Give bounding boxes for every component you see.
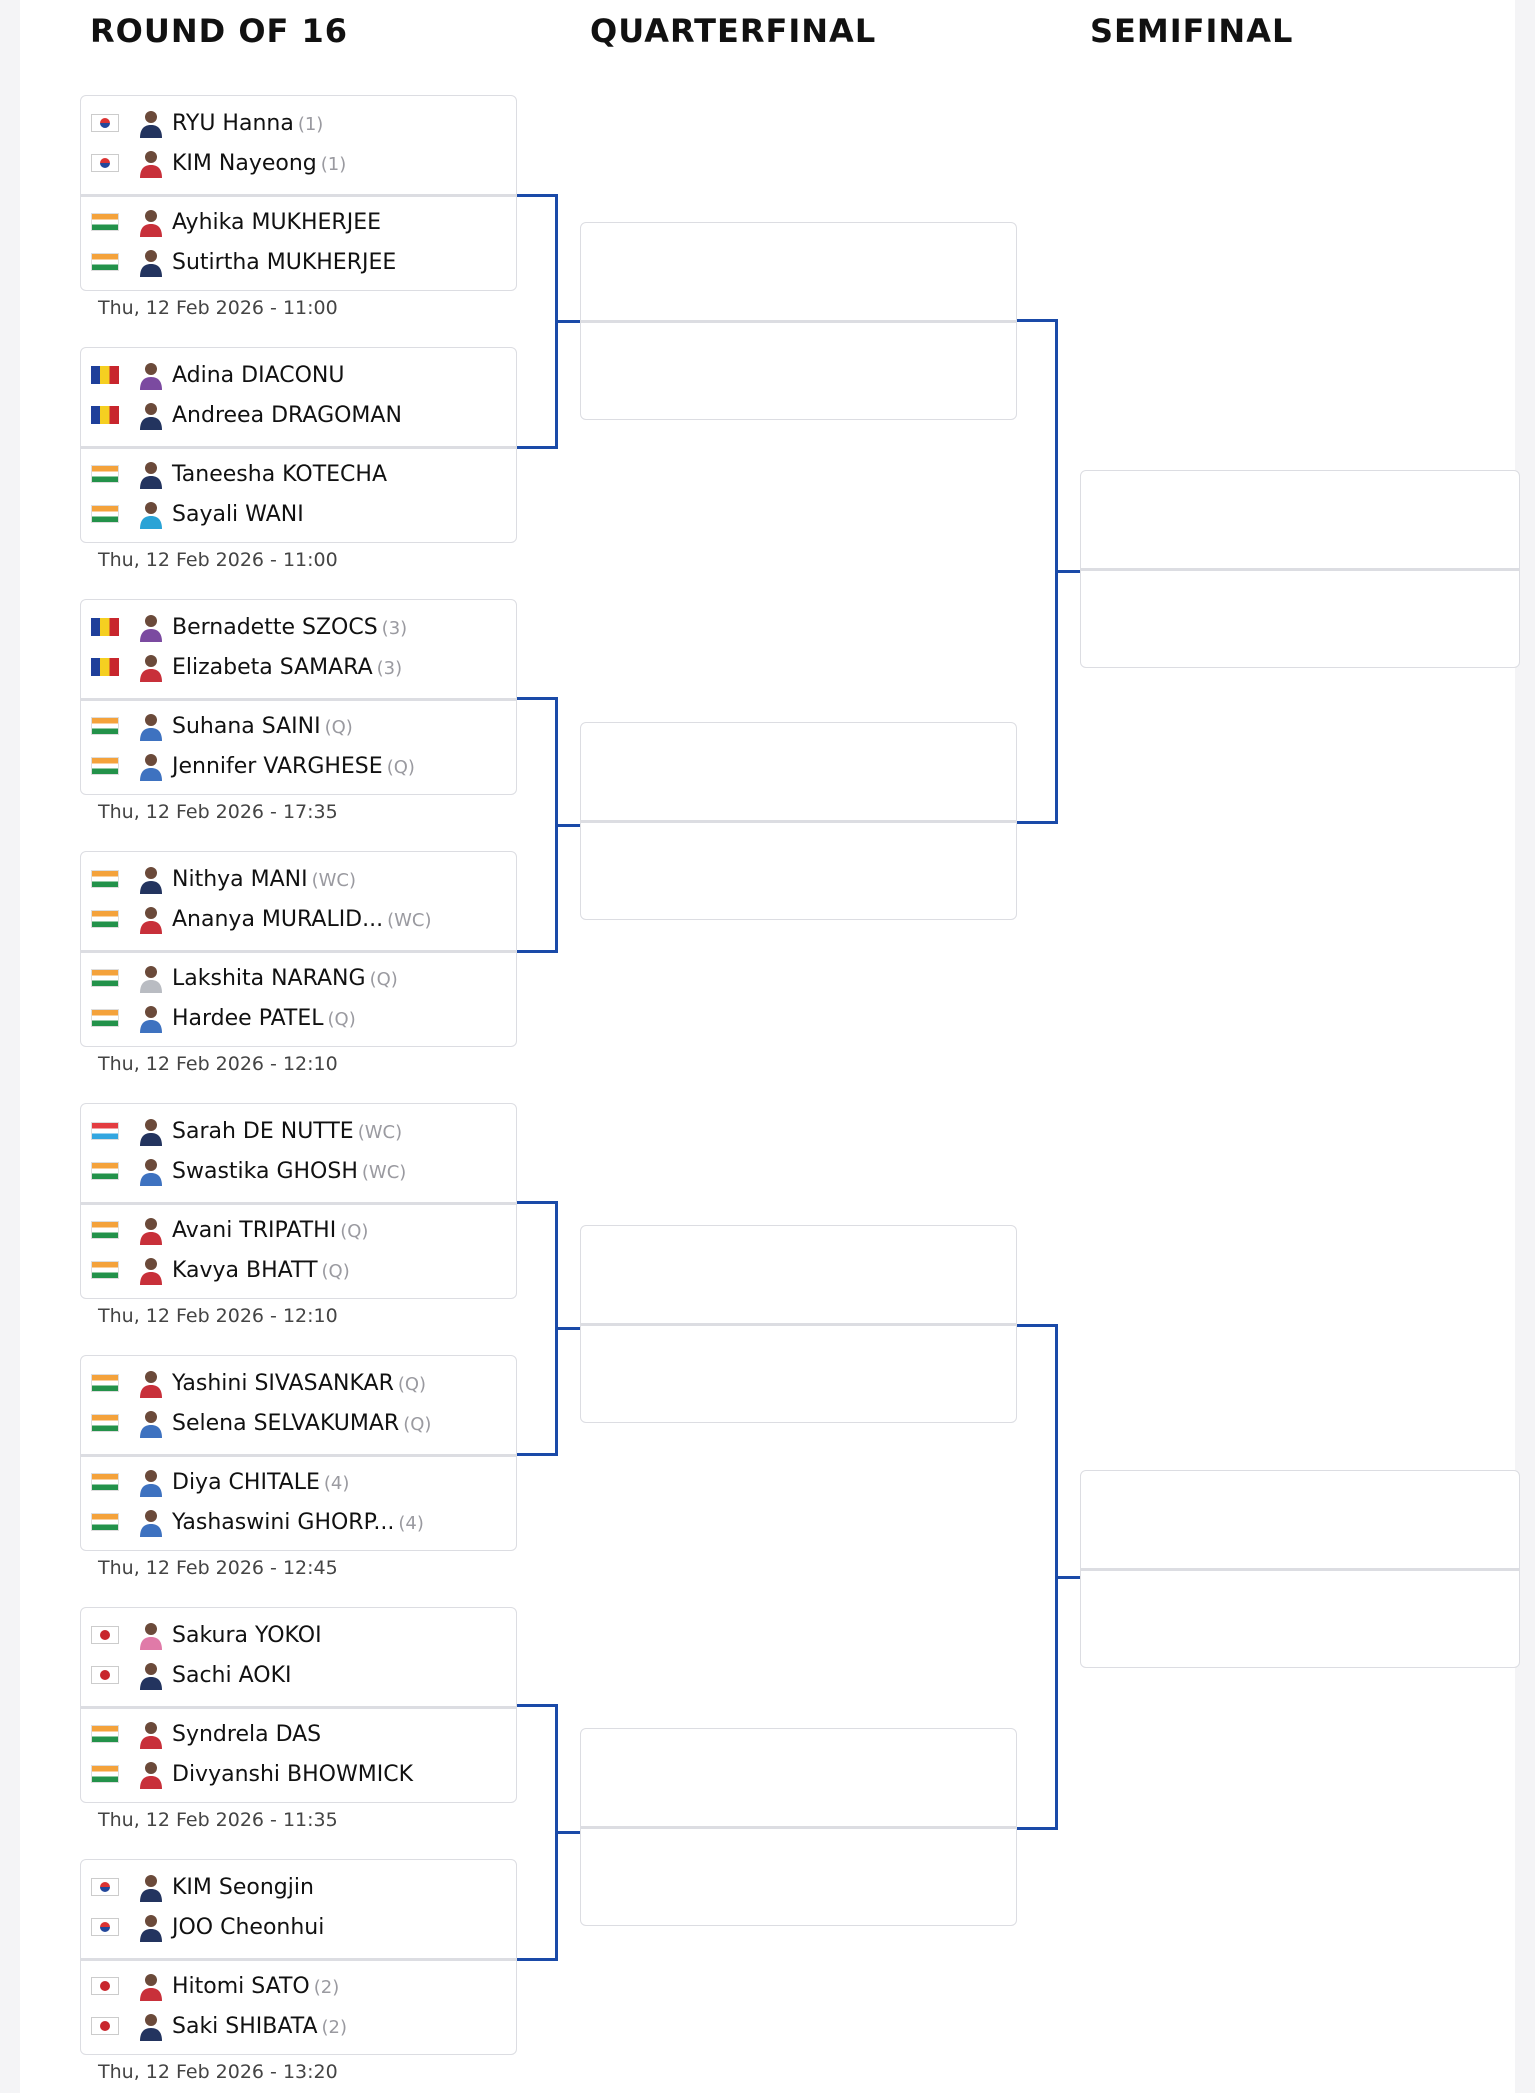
round-title-quarterfinal: QUARTERFINAL: [590, 12, 877, 50]
player-avatar-icon: [136, 1507, 166, 1537]
player-avatar-icon: [136, 1660, 166, 1690]
player-name-wrap: [172, 1915, 328, 1940]
player-name[interactable]: Suhana SAINI: [172, 713, 321, 739]
country-flag-icon: [91, 406, 119, 424]
player-name[interactable]: Taneesha KOTECHA: [172, 461, 388, 487]
player-name-wrap: [172, 1258, 350, 1283]
player-name-wrap: [172, 1623, 326, 1648]
player-name-wrap: [172, 1722, 325, 1747]
slot-divider: [581, 320, 1016, 323]
country-flag-icon: [91, 465, 119, 483]
semifinal-match-slot[interactable]: [1080, 470, 1520, 668]
player-name[interactable]: Hitomi SATO: [172, 1973, 310, 1999]
country-flag-icon: [91, 1374, 119, 1392]
doubles-pair[interactable]: [81, 446, 516, 546]
doubles-pair[interactable]: [81, 1706, 516, 1806]
player-name[interactable]: JOO Cheonhui: [172, 1914, 325, 1940]
player-avatar-icon: [136, 1215, 166, 1245]
player-name[interactable]: Sayali WANI: [172, 501, 304, 527]
player-seed: (WC): [311, 869, 357, 891]
player-name[interactable]: Sarah DE NUTTE: [172, 1118, 354, 1144]
player-name[interactable]: Saki SHIBATA: [172, 2013, 318, 2039]
player-name-wrap: [172, 1974, 339, 1999]
bracket-connector: [517, 697, 557, 700]
match-card[interactable]: [80, 1103, 517, 1299]
player-seed: (Q): [386, 756, 415, 778]
player-avatar-icon: [136, 1255, 166, 1285]
player-seed: (Q): [327, 1008, 356, 1030]
match-card[interactable]: [80, 851, 517, 1047]
quarterfinal-match-slot[interactable]: [580, 222, 1017, 420]
player-name-wrap: [172, 363, 349, 388]
player-name-wrap: [172, 867, 356, 892]
player-name[interactable]: Lakshita NARANG: [172, 965, 366, 991]
country-flag-icon: [91, 757, 119, 775]
player-name[interactable]: Sachi AOKI: [172, 1662, 292, 1688]
country-flag-icon: [91, 618, 119, 636]
player-name-wrap: [172, 403, 406, 428]
country-flag-icon: [91, 1261, 119, 1279]
bracket-connector: [1055, 1576, 1080, 1579]
bracket-connector: [1017, 1324, 1057, 1327]
player-avatar-icon: [136, 207, 166, 237]
player-avatar-icon: [136, 360, 166, 390]
player-name[interactable]: Kavya BHATT: [172, 1257, 318, 1283]
player-name-wrap: [172, 462, 391, 487]
player-avatar-icon: [136, 1003, 166, 1033]
player-name-wrap: [172, 1663, 296, 1688]
player-name-wrap: [172, 151, 346, 176]
country-flag-icon: [91, 505, 119, 523]
country-flag-icon: [91, 717, 119, 735]
country-flag-icon: [91, 910, 119, 928]
country-flag-icon: [91, 1878, 119, 1896]
player-name-wrap: [172, 1218, 368, 1243]
player-seed: (3): [381, 617, 408, 639]
player-avatar-icon: [136, 499, 166, 529]
bracket-connector: [517, 446, 557, 449]
player-seed: (Q): [340, 1220, 369, 1242]
bracket-connector: [517, 1704, 557, 1707]
player-avatar-icon: [136, 400, 166, 430]
doubles-pair[interactable]: [81, 96, 516, 193]
doubles-pair[interactable]: [81, 1202, 516, 1302]
player-avatar-icon: [136, 1620, 166, 1650]
country-flag-icon: [91, 1221, 119, 1239]
doubles-pair[interactable]: [81, 1104, 516, 1201]
bracket-connector: [1017, 1827, 1057, 1830]
player-name[interactable]: Diya CHITALE: [172, 1469, 320, 1495]
round-title-semifinal: SEMIFINAL: [1090, 12, 1294, 50]
match-time: Thu, 12 Feb 2026 - 12:10: [98, 1305, 338, 1327]
doubles-pair[interactable]: [81, 852, 516, 949]
country-flag-icon: [91, 1122, 119, 1140]
player-avatar-icon: [136, 247, 166, 277]
quarterfinal-match-slot[interactable]: [580, 722, 1017, 920]
match-card[interactable]: [80, 347, 517, 543]
player-name[interactable]: Sakura YOKOI: [172, 1622, 322, 1648]
bracket-connector: [555, 320, 580, 323]
bracket-connector: [517, 950, 557, 953]
country-flag-icon: [91, 870, 119, 888]
bracket-connector: [555, 1831, 580, 1834]
player-name-wrap: [172, 655, 402, 680]
player-name-wrap: [172, 1006, 356, 1031]
slot-divider: [581, 1323, 1016, 1326]
player-avatar-icon: [136, 148, 166, 178]
match-card[interactable]: [80, 1355, 517, 1551]
player-name[interactable]: Bernadette SZOCS: [172, 614, 378, 640]
player-avatar-icon: [136, 1116, 166, 1146]
bracket-connector: [1055, 570, 1080, 573]
player-seed: (Q): [369, 968, 398, 990]
country-flag-icon: [91, 1009, 119, 1027]
player-name-wrap: [172, 1470, 349, 1495]
player-avatar-icon: [136, 1872, 166, 1902]
player-avatar-icon: [136, 1759, 166, 1789]
player-seed: (WC): [387, 909, 432, 931]
player-name-wrap: [172, 714, 353, 739]
player-name-wrap: [172, 210, 385, 235]
player-name[interactable]: Yashini SIVASANKAR: [172, 1370, 394, 1396]
player-name[interactable]: Swastika GHOSH: [172, 1158, 358, 1184]
player-seed: (Q): [397, 1373, 427, 1395]
player-avatar-icon: [136, 1467, 166, 1497]
player-name[interactable]: KIM Seongjin: [172, 1874, 314, 1900]
player-avatar-icon: [136, 751, 166, 781]
bracket-connector: [1017, 821, 1057, 824]
country-flag-icon: [91, 1414, 119, 1432]
country-flag-icon: [91, 1725, 119, 1743]
player-name[interactable]: Ayhika MUKHERJEE: [172, 209, 381, 235]
player-name-wrap: [172, 1411, 431, 1436]
round-title-r16: ROUND OF 16: [90, 12, 349, 50]
player-name[interactable]: Nithya MANI: [172, 866, 308, 892]
match-time: Thu, 12 Feb 2026 - 11:00: [98, 549, 338, 571]
player-seed: (2): [313, 1976, 340, 1998]
player-name-wrap: [172, 1762, 417, 1787]
player-name[interactable]: RYU Hanna: [172, 110, 294, 136]
player-name[interactable]: Hardee PATEL: [172, 1005, 324, 1031]
player-name-wrap: [172, 754, 415, 779]
doubles-pair[interactable]: [81, 1356, 516, 1453]
country-flag-icon: [91, 1918, 119, 1936]
player-name[interactable]: Syndrela DAS: [172, 1721, 322, 1747]
bracket-connector: [555, 824, 580, 827]
player-name[interactable]: Ananya MURALID...: [172, 906, 384, 932]
match-card[interactable]: [80, 95, 517, 291]
country-flag-icon: [91, 213, 119, 231]
match-time: Thu, 12 Feb 2026 - 13:20: [98, 2061, 338, 2083]
doubles-pair[interactable]: [81, 194, 516, 294]
country-flag-icon: [91, 2017, 119, 2035]
match-time: Thu, 12 Feb 2026 - 12:45: [98, 1557, 338, 1579]
player-name[interactable]: Adina DIACONU: [172, 362, 345, 388]
player-name-wrap: [172, 615, 407, 640]
player-avatar-icon: [136, 1971, 166, 2001]
country-flag-icon: [91, 1977, 119, 1995]
bracket-connector: [517, 1201, 557, 1204]
player-avatar-icon: [136, 459, 166, 489]
player-seed: (Q): [324, 716, 353, 738]
country-flag-icon: [91, 658, 119, 676]
doubles-pair[interactable]: [81, 348, 516, 445]
player-avatar-icon: [136, 108, 166, 138]
semifinal-match-slot[interactable]: [1080, 1470, 1520, 1668]
quarterfinal-match-slot[interactable]: [580, 1225, 1017, 1423]
match-time: Thu, 12 Feb 2026 - 11:35: [98, 1809, 338, 1831]
player-name-wrap: [172, 2014, 347, 2039]
player-avatar-icon: [136, 963, 166, 993]
player-seed: (Q): [321, 1260, 350, 1282]
player-avatar-icon: [136, 864, 166, 894]
country-flag-icon: [91, 1162, 119, 1180]
doubles-pair[interactable]: [81, 698, 516, 798]
player-name-wrap: [172, 1875, 318, 1900]
slot-divider: [581, 1826, 1016, 1829]
player-name[interactable]: Elizabeta SAMARA: [172, 654, 373, 680]
player-avatar-icon: [136, 652, 166, 682]
match-time: Thu, 12 Feb 2026 - 11:00: [98, 297, 338, 319]
doubles-pair[interactable]: [81, 600, 516, 697]
player-seed: (1): [297, 113, 324, 135]
player-name-wrap: [172, 250, 400, 275]
player-name-wrap: [172, 1510, 424, 1535]
doubles-pair[interactable]: [81, 1860, 516, 1957]
match-time: Thu, 12 Feb 2026 - 17:35: [98, 801, 338, 823]
bracket-canvas: [20, 0, 1515, 2093]
player-seed: (4): [398, 1512, 424, 1534]
player-avatar-icon: [136, 711, 166, 741]
country-flag-icon: [91, 1513, 119, 1531]
bracket-connector: [1017, 319, 1057, 322]
player-name-wrap: [172, 907, 432, 932]
country-flag-icon: [91, 1666, 119, 1684]
bracket-connector: [517, 194, 557, 197]
player-name[interactable]: Yashaswini GHORP...: [172, 1509, 395, 1535]
bracket-connector: [517, 1958, 557, 1961]
bracket-connector: [555, 1327, 580, 1330]
player-name[interactable]: Selena SELVAKUMAR: [172, 1410, 400, 1436]
player-avatar-icon: [136, 904, 166, 934]
doubles-pair[interactable]: [81, 1608, 516, 1705]
player-avatar-icon: [136, 1719, 166, 1749]
player-name[interactable]: KIM Nayeong: [172, 150, 317, 176]
country-flag-icon: [91, 114, 119, 132]
country-flag-icon: [91, 1765, 119, 1783]
player-name-wrap: [172, 111, 323, 136]
player-avatar-icon: [136, 1408, 166, 1438]
country-flag-icon: [91, 1626, 119, 1644]
bracket-connector: [517, 1453, 557, 1456]
player-name[interactable]: Andreea DRAGOMAN: [172, 402, 402, 428]
player-seed: (1): [320, 153, 347, 175]
country-flag-icon: [91, 366, 119, 384]
quarterfinal-match-slot[interactable]: [580, 1728, 1017, 1926]
match-card[interactable]: [80, 599, 517, 795]
country-flag-icon: [91, 154, 119, 172]
player-avatar-icon: [136, 612, 166, 642]
player-name-wrap: [172, 1159, 406, 1184]
doubles-pair[interactable]: [81, 1958, 516, 2058]
player-avatar-icon: [136, 1368, 166, 1398]
country-flag-icon: [91, 1473, 119, 1491]
match-card[interactable]: [80, 1607, 517, 1803]
player-avatar-icon: [136, 1912, 166, 1942]
player-name[interactable]: Divyanshi BHOWMICK: [172, 1761, 413, 1787]
player-name-wrap: [172, 966, 398, 991]
player-name-wrap: [172, 1371, 426, 1396]
player-name[interactable]: Jennifer VARGHESE: [172, 753, 383, 779]
player-seed: (2): [321, 2016, 348, 2038]
player-seed: (Q): [403, 1413, 432, 1435]
country-flag-icon: [91, 969, 119, 987]
country-flag-icon: [91, 253, 119, 271]
doubles-pair[interactable]: [81, 950, 516, 1050]
player-avatar-icon: [136, 2011, 166, 2041]
match-time: Thu, 12 Feb 2026 - 12:10: [98, 1053, 338, 1075]
player-avatar-icon: [136, 1156, 166, 1186]
player-seed: (4): [323, 1472, 350, 1494]
doubles-pair[interactable]: [81, 1454, 516, 1554]
player-name[interactable]: Avani TRIPATHI: [172, 1217, 337, 1243]
slot-divider: [1081, 568, 1519, 571]
slot-divider: [1081, 1568, 1519, 1571]
player-seed: (3): [376, 657, 403, 679]
match-card[interactable]: [80, 1859, 517, 2055]
player-seed: (WC): [357, 1121, 403, 1143]
slot-divider: [581, 820, 1016, 823]
player-name-wrap: [172, 1119, 402, 1144]
player-seed: (WC): [361, 1161, 407, 1183]
player-name-wrap: [172, 502, 308, 527]
player-name[interactable]: Sutirtha MUKHERJEE: [172, 249, 397, 275]
